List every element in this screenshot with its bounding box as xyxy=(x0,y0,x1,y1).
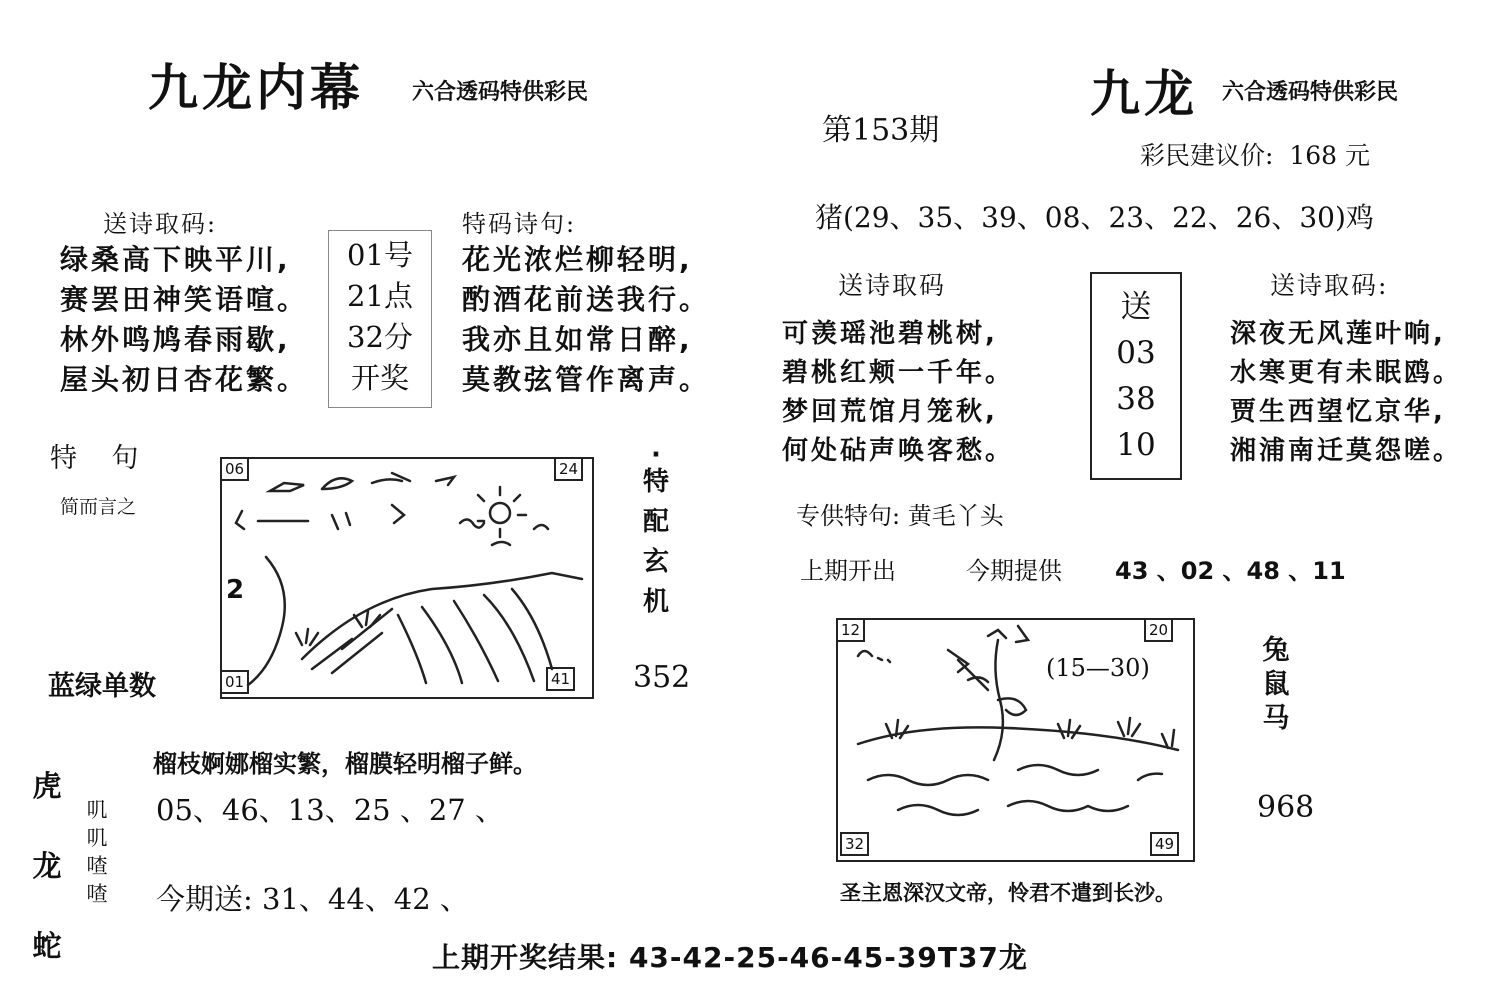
send-number: 38 xyxy=(1116,381,1156,417)
special-phrase: 专供特句: 黄毛丫头 xyxy=(796,502,1004,530)
zodiac-char: 马 xyxy=(1262,703,1290,734)
poem-line: 深夜无风莲叶响, xyxy=(1230,319,1446,349)
poem-line: 赛罢田神笑语喧。 xyxy=(60,283,309,316)
poem-label-b: 送诗取码: xyxy=(1270,271,1389,300)
poem-line: 莫教弦管作离声。 xyxy=(462,363,711,396)
special-poem xyxy=(462,240,710,400)
corner-number: 20 xyxy=(1144,618,1173,642)
side-char: 机 xyxy=(642,587,669,617)
side-char: 玄 xyxy=(642,547,669,577)
send-box xyxy=(1090,272,1182,480)
animal-char: 龙 xyxy=(32,849,62,883)
send-label: 送 xyxy=(1120,289,1152,325)
current-issue-label: 今期提供 xyxy=(966,557,1062,585)
poem-line: 湘浦南迁莫怨嗟。 xyxy=(1230,436,1463,466)
left-subtitle: 六合透码特供彩民 xyxy=(412,79,589,105)
poem-line: 梦回荒馆月笼秋, xyxy=(782,397,998,427)
pomegranate-poem: 榴枝婀娜榴实繁，榴膜轻明榴子鲜。 xyxy=(153,750,537,778)
dot-mark: · xyxy=(651,440,661,470)
corner-number: 41 xyxy=(546,667,575,691)
current-issue-numbers: 43 、02 、48 、11 xyxy=(1115,557,1346,585)
corner-number: 01 xyxy=(220,670,249,694)
last-issue-label: 上期开出 xyxy=(800,557,896,585)
picture-digit: 2 xyxy=(226,575,245,605)
sketch-drawing xyxy=(222,459,588,693)
chatter-char: 喳 xyxy=(86,882,108,906)
draw-hour: 21点 xyxy=(347,279,413,313)
corner-number: 32 xyxy=(840,832,869,856)
corner-number: 24 xyxy=(554,457,583,481)
side-char: 特 xyxy=(642,467,669,497)
send-number: 10 xyxy=(1116,427,1156,463)
poem-line: 林外鸣鸠春雨歇, xyxy=(60,323,291,356)
corner-number: 49 xyxy=(1150,832,1179,856)
chatter-vertical xyxy=(82,796,112,908)
draw-number: 01号 xyxy=(347,238,413,272)
poem-line: 碧桃红颊一千年。 xyxy=(782,358,1015,388)
suggested-price: 彩民建议价: 168 元 xyxy=(1140,141,1370,170)
poem-line: 屋头初日杏花繁。 xyxy=(60,363,309,396)
animal-char: 蛇 xyxy=(32,929,62,963)
poem-line: 酌酒花前送我行。 xyxy=(462,283,711,316)
side-vertical-text xyxy=(636,440,676,622)
current-issue-send: 今期送: 31、44、42 、 xyxy=(156,882,469,916)
special-sentence-text: 简而言之 xyxy=(60,496,137,518)
poem-line: 我亦且如常日醉, xyxy=(462,323,693,356)
poem-label-a: 送诗取码 xyxy=(838,271,947,300)
number-352: 352 xyxy=(633,660,691,695)
right-subtitle: 六合透码特供彩民 xyxy=(1222,79,1399,105)
poem-b xyxy=(1230,315,1462,471)
chatter-char: 叽 xyxy=(86,798,108,822)
draw-time-box xyxy=(328,230,432,408)
chatter-char: 喳 xyxy=(86,854,108,878)
number-968: 968 xyxy=(1257,790,1315,825)
animals-vertical xyxy=(22,746,72,986)
left-title: 九龙内幕 xyxy=(148,58,364,117)
sketch-drawing xyxy=(838,620,1189,856)
issue-number: 第153期 xyxy=(822,113,940,148)
poem-a xyxy=(782,315,1014,471)
special-sentence-label: 特 句 xyxy=(50,443,139,474)
draw-minute: 32分 xyxy=(347,320,413,354)
draw-label: 开奖 xyxy=(350,361,409,395)
last-draw-result: 上期开奖结果: 43-42-25-46-45-39T37龙 xyxy=(432,941,1028,974)
send-number: 03 xyxy=(1116,335,1156,371)
right-bottom-poem: 圣主恩深汉文帝，怜君不遣到长沙。 xyxy=(840,881,1176,905)
corner-number: 12 xyxy=(836,618,865,642)
poem-line: 可羡瑶池碧桃树, xyxy=(782,319,998,349)
zodiac-char: 鼠 xyxy=(1262,669,1290,700)
side-char: 配 xyxy=(642,507,669,537)
numbers-line: 05、46、13、25 、27 、 xyxy=(156,793,504,827)
poem-line: 花光浓烂柳轻明, xyxy=(462,243,693,276)
poem-line: 水寒更有未眠鸥。 xyxy=(1230,358,1463,388)
left-poem xyxy=(60,240,308,400)
poem-line: 何处砧声唤客愁。 xyxy=(782,436,1015,466)
pig-rooster-numbers: 猪(29、35、39、08、23、22、26、30)鸡 xyxy=(815,201,1374,234)
chatter-char: 叽 xyxy=(86,826,108,850)
blue-green-label: 蓝绿单数 xyxy=(48,671,156,702)
poem-line: 绿桑高下映平川, xyxy=(60,243,291,276)
zodiac-char: 兔 xyxy=(1262,635,1290,666)
zodiac-vertical xyxy=(1256,634,1296,736)
poem-line: 贾生西望忆京华, xyxy=(1230,397,1446,427)
animal-char: 虎 xyxy=(32,769,62,803)
left-poem-label: 送诗取码: xyxy=(103,210,218,238)
right-title: 九龙 xyxy=(1090,64,1198,123)
picture-range-text: (15—30) xyxy=(1046,654,1150,682)
corner-number: 06 xyxy=(220,457,249,481)
special-poem-label: 特码诗句: xyxy=(462,210,577,238)
